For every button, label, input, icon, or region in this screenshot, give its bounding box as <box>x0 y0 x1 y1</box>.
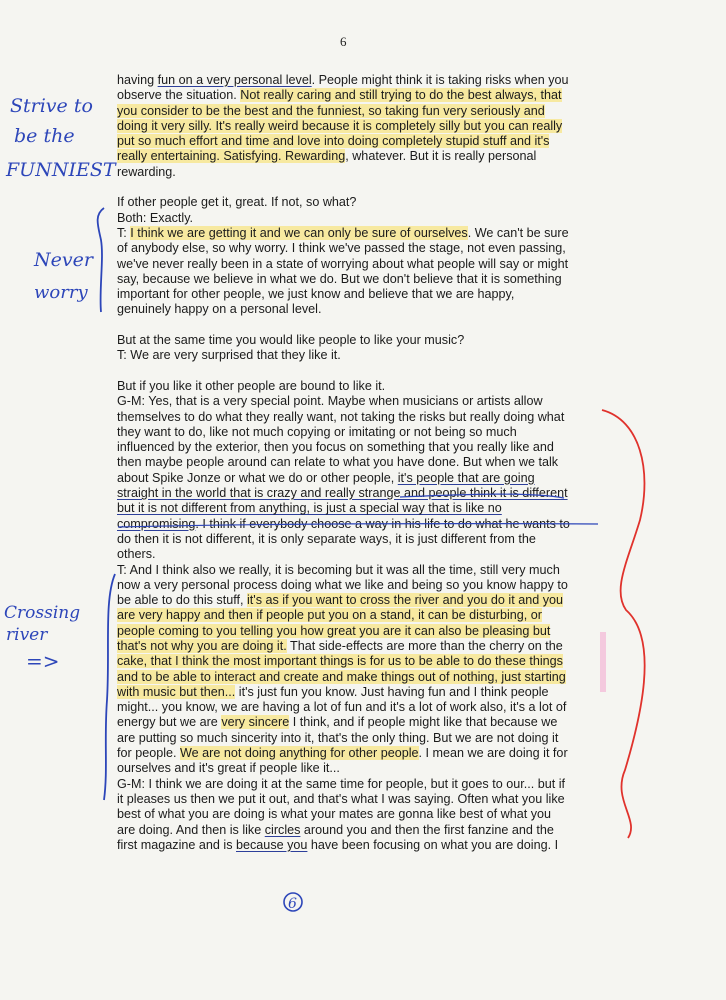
circled-page-number: 6 <box>288 896 297 912</box>
text-line: influenced by the exterior, then you focus on something that you really like and <box>117 440 554 455</box>
pink-highlight-mark <box>600 632 606 692</box>
highlighted-text: put so much effort and time and love into doing completely stupid stuff and it's <box>117 134 550 149</box>
highlighted-text: people coming to you telling you how great you are it can also be pleasing but <box>117 623 551 638</box>
text-line: it pleases us then we put it out, and that's what I was saying. Often what you like <box>117 791 565 806</box>
page-number: 6 <box>340 34 347 49</box>
highlighted-text: very sincere <box>221 715 290 730</box>
highlighted-text: it's as if you want to cross the river and you do it and you <box>247 593 564 608</box>
line-segment: have been focusing on what you are doing. I <box>307 837 559 852</box>
margin-note-never: Never <box>34 249 93 271</box>
text-line: might... you know, we are having a lot of fun and it's a lot of work also, it's a lot of <box>117 700 567 715</box>
highlighted-text: really entertaining. Satisfying. Rewarding <box>117 149 346 164</box>
underlined-text: circles <box>264 822 301 837</box>
line-segment: first magazine and is <box>117 837 236 852</box>
margin-note-crossing: Crossing <box>4 603 81 623</box>
text-line: rewarding. <box>117 164 176 179</box>
line-segment: . We can't be sure <box>467 225 569 240</box>
text-line: T: And I think also we really, it is becoming but it was all the time, still very much <box>117 562 560 577</box>
line-segment: I think, and if people might like that because we <box>289 715 558 730</box>
text-line: But at the same time you would like people to like your music? <box>117 333 465 348</box>
margin-note-worry: worry <box>34 282 88 303</box>
line-segment: having <box>117 73 158 87</box>
text-line: themselves to do what they really want, not taking the risks but really doing what <box>117 409 565 424</box>
blue-bracket-bottom <box>104 574 115 800</box>
margin-note-be-the: be the <box>14 125 75 147</box>
text-line: are putting so much sincerity into it, that's the only thing. But we are not doing it <box>117 730 559 745</box>
line-segment: are doing. And then is like <box>117 822 265 837</box>
line-segment: be able to do this stuff, <box>117 593 247 608</box>
text-line: important for other people, we just know and believe that we are happy, <box>117 287 515 302</box>
highlighted-text: Not really caring and still trying to do the best always, that <box>240 88 562 103</box>
text-line: best of what you are doing is what your mates are gonna like best of what you <box>117 807 552 822</box>
line-segment: about Spike Jonze or what we do or other people, <box>117 470 398 485</box>
line-segment: around you and then the first fanzine and the <box>300 822 554 837</box>
underlined-text: but it is not different from anything, is just a special way that is like no <box>117 501 502 516</box>
line-segment: observe the situation. <box>117 88 241 103</box>
text-line: now a very personal process doing what we like and being so you know happy to <box>117 577 568 592</box>
highlighted-text: doing it very silly. It's really weird because it is completely silly but you can really <box>117 118 563 133</box>
text-line: But if you like it other people are bound to like it. <box>117 378 386 393</box>
highlighted-text: are very happy and then if people put you on a stand, it can be disturbing, or <box>117 608 542 623</box>
text-line: others. <box>117 547 156 562</box>
line-segment: That side-effects are more than the cherry on the <box>286 638 563 653</box>
highlighted-text: with music but then... <box>117 684 236 699</box>
text-line: they want to do, like not much copying or imitating or not being so much <box>117 424 517 439</box>
text-line: then maybe people around can relate to what you have done. But when we talk <box>117 455 559 470</box>
line-segment: for people. <box>117 746 181 761</box>
underlined-text: fun on a very personal level <box>157 73 312 87</box>
highlighted-text: that's not why you are doing it. <box>117 638 287 653</box>
text-line: T: We are very surprised that they like it. <box>117 348 341 363</box>
underline-stroke <box>400 494 564 498</box>
highlighted-text: I think we are getting it and we can only be sure of ourselves <box>130 225 468 240</box>
underline-stroke <box>118 524 598 527</box>
highlighted-text: and to be able to interact and create and make things out of nothing, just starting <box>117 669 566 684</box>
line-segment: energy but we are <box>117 715 222 730</box>
text-line: G-M: Yes, that is a very special point. Maybe when musicians or artists allow <box>117 394 543 409</box>
underlined-text: straight in the world that is crazy and really strange and people think it is different <box>117 486 568 501</box>
text-line: say, because we believe in what we do. But we don't believe that it is something <box>117 271 562 286</box>
text-line: If other people get it, great. If not, so what? <box>117 195 357 210</box>
blue-bracket-top <box>98 208 104 312</box>
highlighted-text: cake, that I think the most important things is for us to be able to do these things <box>117 654 563 669</box>
line-segment: . I think if everybody choose a way in his life to do what he wants to <box>195 516 570 531</box>
text-line: of anybody else, so why worry. I think we've passed the stage, not even passing, <box>117 241 566 256</box>
underlined-text: compromising <box>117 516 196 531</box>
red-margin-brace <box>602 410 645 838</box>
underlined-text: it's people that are going <box>397 470 535 485</box>
highlighted-text: you consider to be the best and the funniest, so taking fun very seriously and <box>117 103 545 118</box>
text-line: ourselves and it's great if people like it... <box>117 761 340 776</box>
line-segment: , whatever. But it is really personal <box>345 149 537 164</box>
margin-note-strive: Strive to <box>10 95 93 117</box>
line-segment: . People might think it is taking risks when you <box>311 73 569 87</box>
line-segment: it's just fun you know. Just having fun and I think people <box>235 684 549 699</box>
text-line: Both: Exactly. <box>117 210 194 225</box>
underlined-text: because you <box>236 837 308 852</box>
margin-note-funniest: FUNNIEST <box>6 159 116 181</box>
text-line: we've never really been in a state of worrying about what people will say or might <box>117 256 569 271</box>
margin-note-river: river <box>6 625 48 645</box>
text-line: G-M: I think we are doing it at the same time for people, but it goes to our... but if <box>117 776 566 791</box>
line-segment: T: <box>117 225 131 240</box>
margin-arrow: => <box>26 649 60 673</box>
text-line: genuinely happy on a personal level. <box>117 302 322 317</box>
highlighted-text: We are not doing anything for other people <box>180 746 419 761</box>
text-line: do then it is not different, it is only separate ways, it is just different from the <box>117 531 536 546</box>
line-segment: . I mean we are doing it for <box>418 746 568 761</box>
